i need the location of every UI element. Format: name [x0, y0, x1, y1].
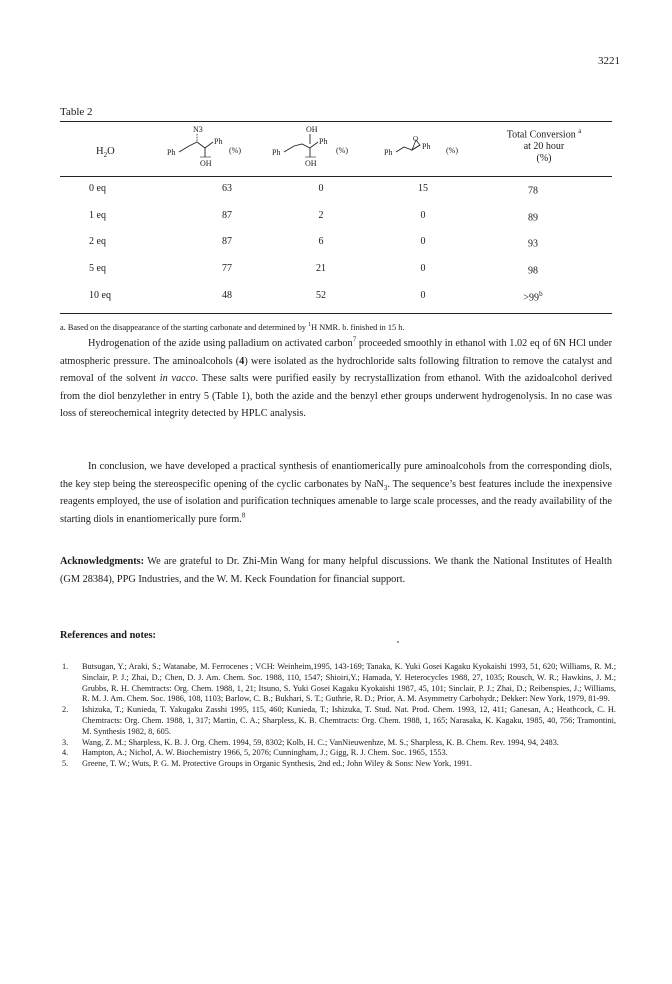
- table-bottom-rule: [60, 313, 612, 314]
- pct-label: (%): [336, 146, 348, 155]
- paragraph-hydrogenation: Hydrogenation of the azide using palladium on activated carbon$^7$ proceeded smoothly in ethanol with 1.02 eq of 6N HCl under atmospheric pressure. The aminoalcohols (4) were isolated as the hydrochloride salts following filtration to remove the catalyst and removal of the solvent in vacco. These salts were purified easily by recrystallization from ethanol. With the azidoalcohol derived from the diol benzylether in entry 5 (Table 1), both the azide and the benzyl ether groups underwent hydrogenolysis. In no case was loss of stereochemical integrity detected by HPLC analysis.: [60, 335, 613, 419]
- reference-item: 3. Wang, Z. M.; Sharpless, K. B. J. Org. Chem. 1994, 59, 8302; Kolb, H. C.; VanNieuwenhze, M. S.; Sharpless, K. B. Chem. Rev. 1994, 94, 2483.: [62, 737, 559, 747]
- acknowledgments-label: Acknowledgments:: [60, 556, 145, 567]
- structure-azido-alcohol: [167, 120, 277, 176]
- header-total-conversion: Total Conversion $^a$ at 20 hour (%): [506, 127, 582, 165]
- oh-bottom-label: OH: [305, 159, 317, 168]
- ph-left-label: Ph: [272, 148, 281, 157]
- reference-item: 5. Greene, T. W.; Wuts, P. G. M. Protective Groups in Organic Synthesis, 2nd ed.; John Wiley & Sons: New York, 1991.: [62, 759, 472, 769]
- table-row: 1 eq 87 2 0 89: [89, 210, 538, 224]
- reference-item: 4. Hampton, A.; Nichol, A. W. Biochemistry 1966, 5, 2076; Cunningham, J.; Gigg, R. J. Chem. Soc. 1965, 1553.: [62, 748, 448, 758]
- pct-label: (%): [229, 146, 241, 155]
- table-row: 0 eq 63 0 15 78: [89, 183, 538, 197]
- ph-right-label: Ph: [214, 137, 223, 146]
- reference-item: 1. Butsugan, Y.; Araki, S.; Watanabe, M. Ferrocenes ; VCH: Weinheim,1995, 143-169; Tanaka, K. Yuki Gosei Kagaku Kyokaishi 1993, 51, 620; Williams, R. M.; Sinclair, P. J.; Zhai, D.; Chen, D. J. Am. Chem. Soc. 1988, 110, 1547; Shioiri,Y.; Hamada, Y. Heterocycles 1988, 27, 1035; Rousch, W. R.; Hawkins, J. M.; Grubbs, R. H. Chemtracts: Org. Chem. 1988, 1, 21; Itsuno, S. Yuki Gosei Kagaku Kyokaishi 1987, 45, 101; Sinclair, P. J.; Zhai, D.; Reibenspies, J.; Williams, R. M. J. Am. Chem. Soc. 1986, 108, 1103; Barlow, C. B.; Bukhari, S. T.; Guthrie, R. D.; Prior, A. M. Asymmetry Carbohydr.; Dekker: New York, 1979, 81-99.: [62, 662, 616, 704]
- page-number: 3221: [598, 55, 620, 67]
- structure-epoxide: [384, 120, 494, 176]
- table-row: 5 eq 77 21 0 98: [89, 263, 538, 277]
- references-list: [60, 662, 616, 770]
- oh-top-label: OH: [306, 125, 318, 134]
- ph-left-label: Ph: [167, 148, 176, 157]
- table-caption: Table 2: [60, 106, 93, 118]
- acknowledgments-text: We are grateful to Dr. Zhi-Min Wang for many helpful discussions. We thank the National Institutes of Health (GM 28384), PPG Industries, and the W. M. Keck Foundation for financial support.: [60, 556, 612, 585]
- table-row: 10 eq 48 52 0 $>99^b$: [89, 290, 543, 304]
- table-footnote: a. Based on the disappearance of the starting carbonate and determined by $^1$H NMR. b. finished in 15 h.: [60, 322, 405, 332]
- stray-dot: [397, 641, 399, 643]
- header-h2o: $H_2O$: [96, 146, 115, 160]
- structure-diol: [272, 120, 382, 176]
- pct-label: (%): [446, 146, 458, 155]
- ph-left-label: Ph: [384, 148, 393, 157]
- oh-label: OH: [200, 159, 212, 168]
- table-header-rule: [60, 176, 612, 177]
- n3-label: N3: [193, 125, 203, 134]
- ph-right-label: Ph: [319, 137, 328, 146]
- ph-right-label: Ph: [422, 142, 431, 151]
- paragraph-conclusion: In conclusion, we have developed a practical synthesis of enantiomerically pure aminoalcohols from the corresponding diols, the key step being the stereospecific opening of the cyclic carbonates by NaN$_3$. The sequence’s best features include the inexpensive reagents employed, the use of isolation and purification techniques amenable to large scale processes, and the ready availability of the starting diols in enantiomerically pure form.$^8$: [60, 461, 612, 525]
- acknowledgments: [60, 553, 612, 588]
- table-row: 2 eq 87 6 0 93: [89, 236, 538, 250]
- o-label: O: [413, 135, 419, 143]
- references-heading: References and notes:: [60, 630, 156, 641]
- reference-item: 2. Ishizuka, T.; Kunieda, T. Yakugaku Zasshi 1995, 115, 460; Kunieda, T.; Ishizuka, T. Stud. Nat. Prod. Chem. 1993, 12, 411; Ganesan, A.; Heathcock, C. H. Chemtracts: Org. Chem. 1988, 1, 317; Martin, C. A.; Sharpless, K. B. Chemtracts: Org. Chem. 1988, 1, 165; Narasaka, K. Kagaku, 1985, 40, 756; Tramontini, M. Synthesis 1982, 8, 605.: [62, 705, 616, 736]
